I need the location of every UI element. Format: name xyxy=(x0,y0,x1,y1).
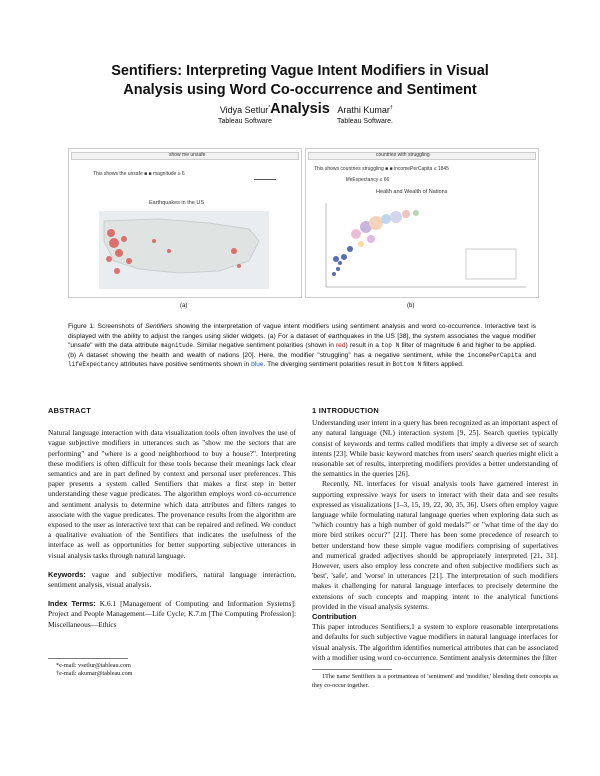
contribution-heading: Contribution xyxy=(312,612,357,622)
caption-text-6: and xyxy=(521,351,536,359)
author-1-name: Vidya Setlur xyxy=(219,105,269,115)
panel-a-label: (a) xyxy=(180,303,188,309)
abstract-body: Natural language interaction with data visualization tools often involves the use of vague subjective modifiers in utterances such as "show me the sectors that are performing" and "where is a good neighborhood to buy a house?". Interpreting these modifiers is often difficult for these tools because their meanings lack clear semantics and are in part defined by context and personal user preferences. This paper presents a system called Sentifiers that makes a first step in better understanding these vague predicates. The algorithm employs word co-occurrence and sentiment analysis to determine which data attributes and filters ranges to associate with the vague predicates. The provenance results from the algorithm are exposed to the user as interactive text that can be repaired and refined. We conduct a qualitative evaluation of the Sentifiers that indicates the usefulness of the interface as well as opportunities for better supporting subjective utterances in visual analysis tasks through natural language. xyxy=(48,428,296,560)
caption-magnitude: magnitude xyxy=(160,342,193,349)
figure-panel-b xyxy=(305,148,539,298)
caption-bottom: Bottom N xyxy=(392,361,422,368)
footnote-rule xyxy=(48,658,128,659)
caption-blue: blue xyxy=(251,361,264,368)
caption-top: top N xyxy=(381,342,400,349)
panel-a-map-title: Earthquakes in the US xyxy=(149,200,205,206)
keywords-text: vague and subjective modifiers, natural language interaction, sentiment analysis, visual analysis. xyxy=(48,569,296,590)
caption-sentifiers: Sentifiers xyxy=(144,323,173,330)
author-2-affiliation: Tableau Software. xyxy=(336,118,394,125)
abstract-heading: ABSTRACT xyxy=(48,406,92,415)
keywords xyxy=(48,570,296,590)
intro-p2: Recently, NL interfaces for visual analysis tools have garnered interest in supporting expressive ways for users to interact with their data and see results expressed as visualizations [1–3, 15, 19, 22, 30, 35, 36]. Users often employ vague language while formulating natural language queries when exploring data such as "which country has a high number of gold medals?" or "what time of the day do more bird strikes occur?" [21]. There has been some precedence of research to better understand how these simple vague modifiers comprising of superlatives and numerical graded adjectives should be appropriately interpreted [21, 31]. However, users also employ less concrete and often subjective modifiers such as 'best', 'safe', and 'worse' in utterances [21]. The interpretation of such modifiers makes it challenging for natural language interfaces to precisely determine the extensions of such concepts and mapping intent to the analytical functions provided in the visual analysis systems. xyxy=(312,479,558,611)
figure-panel-a xyxy=(68,148,302,298)
author-1-mark: * xyxy=(268,105,271,111)
panel-b-chart-title: Health and Wealth of Nations xyxy=(376,189,448,195)
intro-footnote: 1The name Sentifiers is a portmanteau of 'sentiment' and 'modifier,' blending their concepts as they co-occur together. xyxy=(312,673,558,689)
author-1 xyxy=(200,102,290,128)
intro-footnote-rule xyxy=(312,669,392,670)
index-terms xyxy=(48,599,296,630)
caption-text-2: showing the interpretation of vague intent modifiers using sentiment analysis and word co-occurrence. Interactive text is displayed with the ability to adjust the ranges using slider widgets. (a) For a dataset of earthquakes in the US [38], the system associates the vague modifier "unsafe" with the data attribute xyxy=(68,323,537,349)
intro-p1: Understanding user intent in a query has been recognized as an important aspect of any natural language (NL) interaction system [9, 25]. Search queries typically consist of keywords and terms called modifiers that imply a diverse set of search intents [23]. While basic keyword matches from users' search queries might elicit a reasonable set of results, interpreting modifiers provides a better understanding of the semantics in the queries [26]. xyxy=(312,418,558,479)
author-2-mark: † xyxy=(389,105,393,111)
caption-income: incomePerCapita xyxy=(467,351,522,359)
paper-title: Sentifiers: Interpreting Vague Intent Modifiers in Visual Analysis using Word Co-occurrence and Sentiment Analysis xyxy=(111,63,489,117)
panel-a-query-text: show me unsafe xyxy=(169,152,206,158)
intro-heading: 1 INTRODUCTION xyxy=(312,406,380,415)
intro-p3: This paper introduces Sentifiers,1 a system to explore reasonable interpretations and defaults for such subjective vague modifiers in natural language interfaces for visual analysis. The algorithm identifies numerical attributes that can be associated with a modifier using word co-occurrence. Sentiment analysis determines the filter xyxy=(312,622,558,662)
right-column xyxy=(312,406,558,690)
caption-text-3: . Similar negative sentiment polarities (shown in xyxy=(192,342,336,349)
caption-text-5: filter of magnitude 6 and higher to be applied. (b) A dataset showing the health and wealth of nations [20]. Here, the modifier "struggling" has a negative sentiment, while the xyxy=(68,342,536,359)
keywords-label: Keywords: xyxy=(48,569,86,579)
panel-a-interpretation[interactable]: This shows the unsafe ■ ■ magnitude ≥ 6 xyxy=(93,171,185,177)
panel-b-scatter xyxy=(316,199,528,293)
caption-text-7: attributes have positive sentiments shown in xyxy=(118,361,252,368)
left-column xyxy=(48,406,296,679)
caption-text-4: ) result in a xyxy=(345,342,382,349)
caption-text-1: Figure 1: Screenshots of xyxy=(68,323,145,330)
panel-b-label: (b) xyxy=(407,303,415,309)
author-2 xyxy=(320,102,410,128)
panel-a-map xyxy=(99,211,269,289)
panel-b-query-text: countries with struggling xyxy=(376,152,430,158)
index-terms-label: Index Terms: xyxy=(48,599,96,609)
author-1-affiliation: Tableau Software xyxy=(217,118,273,125)
caption-text-9: filters applied. xyxy=(421,361,464,368)
caption-text-8: . The diverging sentiment polarities result in xyxy=(263,361,393,368)
footnote-2: †e-mail: akumar@tableau.com xyxy=(56,670,133,678)
footnote-1: *e-mail: vsetlur@tableau.com xyxy=(56,661,131,669)
caption-red: red xyxy=(335,342,346,349)
panel-b-interpretation[interactable]: This shows countries struggling ■ ■ incomePerCapita ≤ 1845 xyxy=(314,166,449,172)
caption-life: lifeExpectancy xyxy=(68,361,119,368)
index-terms-text: K.6.1 [Management of Computing and Information Systems]: Project and People Management—Life Cycle; K.7.m [The Computing Profession]: Miscellaneous—Ethics xyxy=(48,599,296,629)
figure-caption xyxy=(68,322,536,370)
panel-a-slider[interactable] xyxy=(254,171,276,180)
panel-b-interpretation-2[interactable]: lifeExpectancy ≤ 66 xyxy=(346,177,390,183)
author-2-name: Arathi Kumar xyxy=(337,105,390,115)
